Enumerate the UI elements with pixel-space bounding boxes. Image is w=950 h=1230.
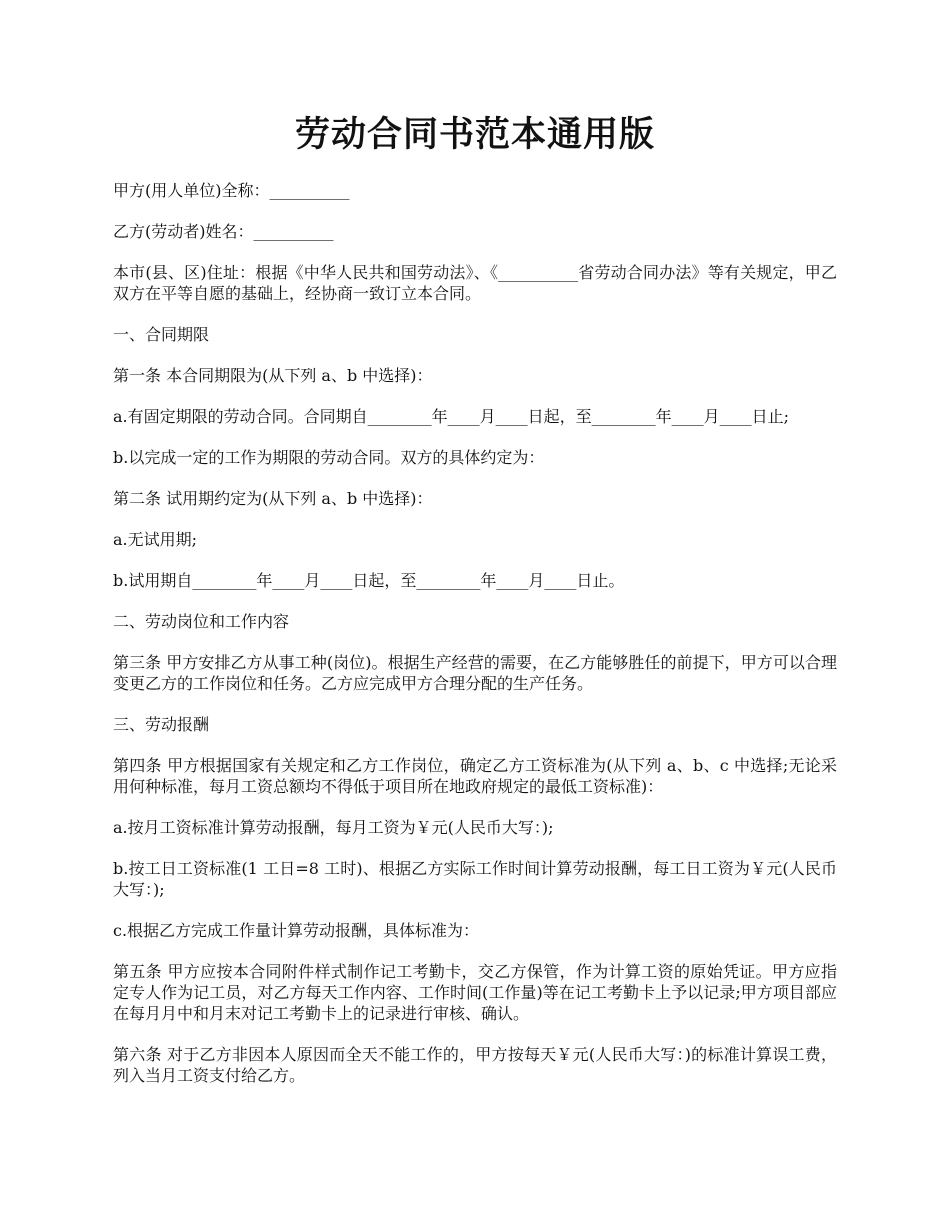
party-a-name: 甲方(用人单位)全称：__________ [113,181,350,200]
article-1-option-b: b.以完成一定的工作为期限的劳动合同。双方的具体约定为： [113,448,545,467]
party-b-name: 乙方(劳动者)姓名：__________ [113,222,334,241]
article-4-option-a: a.按月工资标准计算劳动报酬，每月工资为￥元(人民币大写：); [113,818,554,837]
section-heading-term: 一、合同期限 [113,325,210,344]
article-2-option-b: b.试用期自________年____月____日起，至________年____月____日止。 [113,571,625,590]
document-title: 劳动合同书范本通用版 [294,115,655,155]
article-4: 第四条 甲方根据国家有关规定和乙方工作岗位，确定乙方工资标准为(从下列 a、b、c 中选择;无论采用何种标准，每月工资总额均不得低于项目所在地政府规定的最低工资标准)： [113,756,837,796]
preamble-paragraph: 本市(县、区)住址：根据《中华人民共和国劳动法》、《__________省劳动合同办法》等有关规定，甲乙双方在平等自愿的基础上，经协商一致订立本合同。 [113,263,837,303]
section-heading-pay: 三、劳动报酬 [113,715,210,734]
article-2-option-a: a.无试用期; [113,530,198,549]
article-2: 第二条 试用期约定为(从下列 a、b 中选择)： [113,489,433,508]
article-3: 第三条 甲方安排乙方从事工种(岗位)。根据生产经营的需要，在乙方能够胜任的前提下，甲方可以合理变更乙方的工作岗位和任务。乙方应完成甲方合理分配的生产任务。 [113,653,837,693]
document-body [113,180,837,1106]
article-5: 第五条 甲方应按本合同附件样式制作记工考勤卡，交乙方保管，作为计算工资的原始凭证。甲方应指定专人作为记工员，对乙方每天工作内容、工作时间(工作量)等在记工考勤卡上予以记录;甲方项目部应在每月月中和月末对记工考勤卡上的记录进行审核、确认。 [113,962,837,1023]
article-6: 第六条 对于乙方非因本人原因而全天不能工作的，甲方按每天￥元(人民币大写：)的标准计算误工费，列入当月工资支付给乙方。 [113,1045,837,1085]
section-heading-position: 二、劳动岗位和工作内容 [113,612,290,631]
article-1: 第一条 本合同期限为(从下列 a、b 中选择)： [113,366,433,385]
article-1-option-a: a.有固定期限的劳动合同。合同期自________年____月____日起，至________年____月____日止; [113,407,790,426]
article-4-option-b: b.按工日工资标准(1 工日=8 工时)、根据乙方实际工作时间计算劳动报酬，每工日工资为￥元(人民币大写：); [113,859,837,899]
article-4-option-c: c.根据乙方完成工作量计算劳动报酬，具体标准为： [113,921,480,940]
